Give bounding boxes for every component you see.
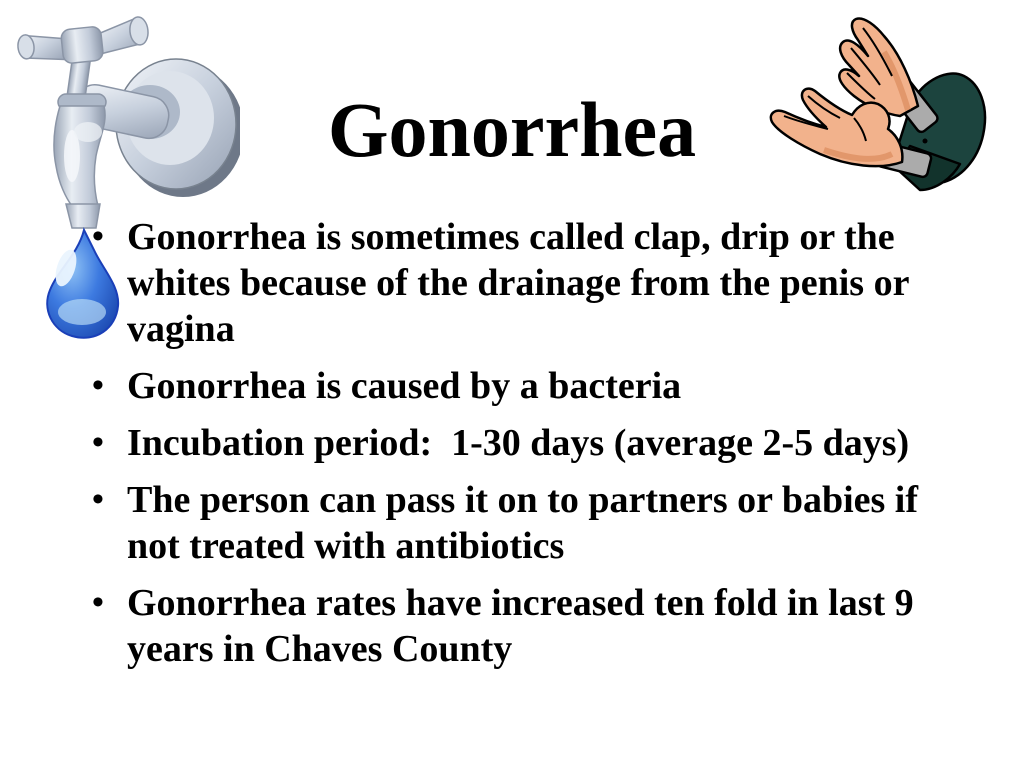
bullet-marker: • (92, 218, 104, 255)
bullet-line: The person can pass it on to partners or babies if (127, 479, 919, 521)
bullet-item (88, 477, 968, 569)
bullet-marker: • (92, 424, 104, 461)
bullet-marker: • (92, 481, 104, 518)
bullet-marker: • (92, 584, 104, 621)
bullet-item (88, 580, 968, 672)
bullet-line: vagina (127, 308, 235, 350)
bullet-line: Gonorrhea is sometimes called clap, drip or the (127, 216, 895, 258)
bullet-item (88, 214, 968, 352)
bullet-line: Incubation period: 1-30 days (average 2-5 days) (127, 422, 910, 464)
bullet-text (127, 420, 968, 466)
bullet-line: years in Chaves County (127, 628, 513, 670)
bullet-list (88, 214, 968, 683)
bullet-item (88, 363, 968, 409)
bullet-text (127, 214, 968, 352)
bullet-line: whites because of the drainage from the penis or (127, 262, 910, 304)
bullet-item (88, 420, 968, 466)
faucet-handle (16, 16, 150, 68)
bullet-text (127, 363, 968, 409)
bullet-line: Gonorrhea is caused by a bacteria (127, 365, 682, 407)
bullet-text (127, 580, 968, 672)
bullet-marker: • (92, 367, 104, 404)
slide-title: Gonorrhea (327, 86, 697, 173)
bullet-text (127, 477, 968, 569)
bullet-line: not treated with antibiotics (127, 525, 565, 567)
bullet-line: Gonorrhea rates have increased ten fold in last 9 (127, 582, 914, 624)
